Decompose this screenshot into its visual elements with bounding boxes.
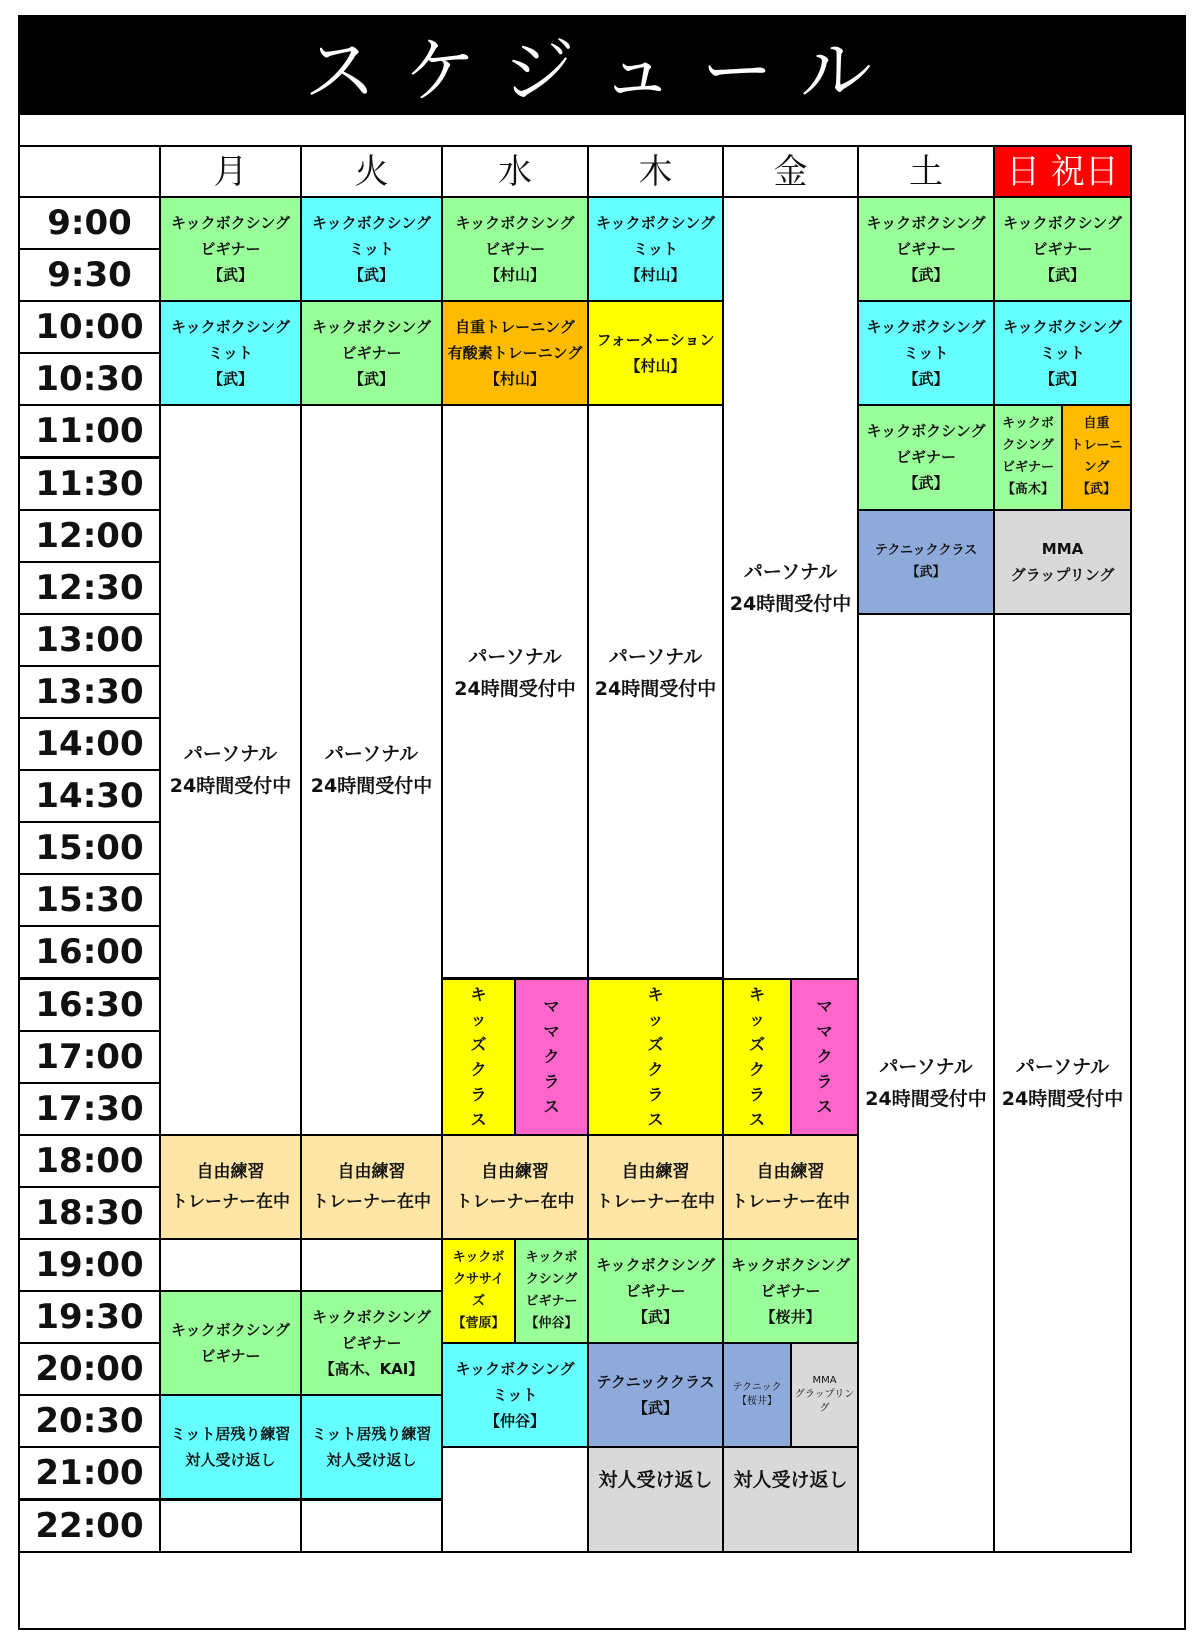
time-text: 18:30 [35,1192,144,1233]
time-text: 13:30 [35,671,144,712]
class-kick-beginner-line: 【武】 [903,266,949,285]
class-formation [587,300,724,406]
time-label [18,613,161,667]
time-text: 20:00 [35,1349,144,1390]
class-kids-line: ク [647,1059,664,1079]
class-personal-line: 24時間受付中 [169,775,292,798]
class-personal-line: パーソナル [1015,1055,1110,1078]
class-mma-grappling [790,1342,859,1448]
class-mama-line: ラ [816,1072,833,1092]
class-mama-line: マ [543,1022,560,1042]
class-kick-exercise-line: 【菅原】 [452,1316,505,1332]
class-kick-beginner-line: 【仲谷】 [525,1316,578,1332]
class-kick-mitt-line: ミット [903,344,949,363]
class-kick-beginner [722,1238,859,1344]
class-kids [441,978,516,1136]
class-kick-beginner [159,1290,302,1396]
class-mitt-leftover-line: ミット居残り練習 [311,1425,432,1444]
time-text: 11:30 [35,463,144,504]
class-kids-line: ス [470,1109,487,1129]
class-kick-mitt-line: ミット [1040,344,1085,363]
class-jiju-training-line: 自重トレーニング [455,318,575,337]
class-free-practice-line: トレーナー在中 [312,1191,431,1212]
time-label [18,509,161,563]
class-kids-line: ズ [470,1034,487,1054]
class-technique [587,1342,724,1448]
class-kick-exercise-line: キックボ [452,1250,505,1266]
class-kick-exercise-line: ズ [471,1294,485,1310]
time-text: 16:00 [35,932,144,973]
day-label: 土 [909,151,943,192]
class-kick-beginner-line: ビギナー [1032,240,1093,259]
class-kick-beginner [441,196,589,302]
class-jiju-training [1061,404,1132,510]
class-kick-beginner-line: キックボクシング [311,318,432,337]
day-label: 金 [773,151,808,192]
day-label: 木 [638,151,673,192]
class-personal [300,404,443,1135]
class-taijin [722,1446,859,1552]
class-kick-beginner-line: キックボクシング [1002,214,1123,233]
time-text: 9:30 [47,255,132,296]
class-kick-beginner-line: キックボクシング [866,422,986,441]
class-kick-beginner-line: 【武】 [207,266,253,285]
class-personal-line: パーソナル [468,646,562,669]
class-technique-line: テクニッククラス [596,1373,715,1392]
class-kick-beginner-line: キックボ [1002,416,1054,432]
class-free-practice-line: 自由練習 [621,1161,690,1182]
class-kick-beginner [857,196,995,302]
class-kick-beginner-line: キックボ [525,1250,578,1266]
class-taijin-line: 対人受け返し [733,1469,848,1492]
class-personal-line: パーソナル [879,1055,973,1078]
class-personal [159,404,302,1135]
time-label [18,1030,161,1084]
class-kick-mitt-line: キックボクシング [311,214,432,233]
class-kick-mitt-line: ミット [208,344,253,363]
class-technique-line: 【武】 [632,1399,678,1418]
class-personal-line: 24時間受付中 [729,592,852,615]
time-text: 14:30 [35,776,144,817]
class-kick-beginner-line: キックボクシング [170,1321,291,1340]
time-label [18,1342,161,1396]
class-mama [790,978,859,1136]
class-mma-grappling-line: MMA [812,1375,837,1387]
class-kick-mitt-line: キックボクシング [1002,318,1123,337]
time-label [18,925,161,979]
time-label [18,352,161,406]
class-kick-beginner-line: 【髙木、KAI】 [319,1360,424,1379]
class-personal-line: 24時間受付中 [310,775,433,798]
class-personal [857,613,995,1553]
time-text: 19:30 [35,1297,144,1338]
time-text: 11:00 [35,411,144,452]
class-free-practice [300,1134,443,1240]
class-personal [587,404,724,979]
day-label: 日 祝日 [1006,151,1119,192]
day-header [441,145,589,198]
class-kick-mitt-line: キックボクシング [455,1360,575,1379]
class-kick-mitt-line: 【村山】 [625,266,686,285]
class-kick-beginner-line: ビギナー [760,1282,821,1301]
class-kick-beginner-line: キックボクシング [866,214,986,233]
day-label: 月 [213,151,248,192]
time-text: 19:00 [35,1245,144,1286]
class-kick-mitt-line: ミット [349,240,394,259]
time-text: 20:30 [35,1401,144,1442]
time-text: 17:30 [35,1088,144,1129]
class-kick-beginner-line: ビギナー [341,1334,402,1353]
class-mitt-leftover-line: ミット居残り練習 [170,1425,291,1444]
class-kids-line: キ [748,984,765,1004]
time-text: 16:30 [35,984,144,1025]
class-mma-grappling-line: グラップリング [1010,565,1115,584]
class-personal [441,404,589,979]
empty-slot [300,1499,443,1553]
class-kick-mitt [857,300,995,406]
class-mitt-leftover [300,1394,443,1500]
time-label [18,561,161,615]
class-jiju-training [441,300,589,406]
time-label [18,873,161,927]
empty-slot [300,1238,443,1292]
class-kick-beginner-line: 【武】 [1039,266,1085,285]
day-header [857,145,995,198]
class-kick-beginner-line: ビギナー [895,240,956,259]
class-personal-line: 24時間受付中 [594,678,717,701]
class-kick-beginner [587,1238,724,1344]
time-text: 12:30 [35,567,144,608]
class-mama-line: ク [816,1047,833,1067]
time-text: 10:00 [35,307,144,348]
time-text: 17:00 [35,1036,144,1077]
class-kick-beginner-line: 【村山】 [484,266,545,285]
class-mama-line: マ [543,997,560,1017]
class-kids-line: ク [470,1059,487,1079]
class-formation-line: 【村山】 [625,357,686,376]
class-mama-line: マ [816,1022,833,1042]
class-technique-line: テクニック [732,1382,782,1394]
class-kick-beginner [300,300,443,406]
time-label [18,404,161,458]
time-text: 22:00 [35,1505,144,1546]
class-kick-mitt-line: 【武】 [207,370,253,389]
class-free-practice [159,1134,302,1240]
class-technique [722,1342,792,1448]
class-mma-grappling-line: MMA [1041,539,1084,558]
page-title: スケジュール [18,15,1186,115]
class-mitt-leftover-line: 対人受け返し [185,1451,276,1470]
class-mama-line: ク [543,1047,560,1067]
class-kids [722,978,792,1136]
class-technique-line: テクニッククラス [874,542,978,558]
class-technique [857,509,995,615]
class-mma-grappling-line: グラップリング [794,1389,855,1415]
class-kick-beginner [159,196,302,302]
class-kick-beginner-line: 【髙木】 [1001,482,1054,498]
time-text: 13:00 [35,619,144,660]
time-label [18,717,161,771]
class-kick-beginner-line: 【桜井】 [760,1308,821,1327]
class-kids-line: ラ [647,1084,664,1104]
day-label: 火 [354,151,389,192]
time-text: 15:30 [35,880,144,921]
time-label [18,196,161,250]
time-text: 15:00 [35,828,144,869]
class-kick-beginner-line: キックボクシング [170,214,291,233]
class-mama-line: マ [816,997,833,1017]
class-jiju-training-line: トレーニ [1070,438,1123,454]
class-personal-line: パーソナル [183,743,278,766]
class-kick-beginner [514,1238,589,1344]
class-mitt-leftover-line: 対人受け返し [326,1451,417,1470]
time-text: 9:00 [47,203,132,244]
class-mama-line: ス [816,1097,833,1117]
class-kids-line: ク [748,1059,765,1079]
empty-slot [441,1446,589,1552]
class-free-practice [722,1134,859,1240]
day-header [159,145,302,198]
time-label [18,1499,161,1553]
class-kids-line: ズ [647,1034,664,1054]
time-label [18,300,161,354]
class-kids-line: ッ [748,1009,765,1029]
class-mma-grappling [993,509,1132,615]
class-kick-beginner [857,404,995,510]
class-kick-beginner [300,1290,443,1396]
class-kick-beginner-line: 【武】 [632,1308,678,1327]
class-kids [587,978,724,1136]
class-free-practice [441,1134,589,1240]
day-header [300,145,443,198]
class-kids-line: キ [470,984,487,1004]
class-kick-beginner-line: 【武】 [348,370,394,389]
class-kick-beginner-line: ビギナー [625,1282,686,1301]
time-label [18,1082,161,1136]
class-free-practice-line: トレーナー在中 [731,1191,850,1212]
day-header [993,145,1132,198]
class-kick-mitt-line: キックボクシング [170,318,291,337]
class-jiju-training-line: 自重 [1083,416,1110,432]
class-kick-mitt-line: 【武】 [348,266,394,285]
class-kids-line: キ [647,984,664,1004]
class-free-practice-line: 自由練習 [337,1161,406,1182]
time-label [18,248,161,302]
class-kick-mitt-line: キックボクシング [866,318,986,337]
time-label [18,1290,161,1344]
class-mama [514,978,589,1136]
class-kick-beginner-line: ビギナー [895,448,956,467]
class-kick-beginner-line: キックボクシング [311,1308,432,1327]
time-label [18,821,161,875]
time-label [18,665,161,719]
class-kick-beginner-line: キックボクシング [455,214,575,233]
time-text: 18:00 [35,1140,144,1181]
time-label [18,457,161,511]
class-free-practice-line: 自由練習 [196,1161,265,1182]
class-kick-beginner [993,404,1063,510]
day-header [722,145,859,198]
class-personal-line: 24時間受付中 [454,678,576,701]
class-kick-beginner-line: 【武】 [903,474,949,493]
class-kids-line: ス [647,1109,664,1129]
class-free-practice-line: 自由練習 [756,1161,825,1182]
class-kids-line: ッ [647,1009,664,1029]
class-kick-mitt [993,300,1132,406]
class-personal-line: パーソナル [608,646,703,669]
class-mama-line: ス [543,1097,560,1117]
class-kick-mitt-line: キックボクシング [595,214,716,233]
time-label [18,978,161,1032]
class-kick-beginner-line: キックボクシング [730,1256,851,1275]
class-free-practice-line: トレーナー在中 [171,1191,290,1212]
empty-slot [159,1238,302,1292]
class-kick-mitt [159,300,302,406]
class-kick-mitt-line: ミット [633,240,678,259]
class-personal-line: パーソナル [324,743,419,766]
class-free-practice-line: トレーナー在中 [455,1191,575,1212]
time-label [18,1446,161,1500]
class-personal [993,613,1132,1553]
class-kick-mitt-line: 【仲谷】 [484,1412,545,1431]
day-label: 水 [498,151,532,192]
header-corner [18,145,161,198]
class-kick-exercise-line: クササイ [452,1272,505,1288]
class-kids-line: ッ [470,1009,487,1029]
time-text: 21:00 [35,1453,144,1494]
time-text: 12:00 [35,515,144,556]
class-kick-beginner-line: ビギナー [200,240,261,259]
class-personal-line: パーソナル [743,560,838,583]
time-label [18,1238,161,1292]
class-personal-line: 24時間受付中 [1001,1087,1124,1110]
class-kick-mitt [587,196,724,302]
class-free-practice-line: 自由練習 [481,1161,549,1182]
class-taijin-line: 対人受け返し [598,1469,713,1492]
class-kids-line: ラ [470,1084,487,1104]
class-kick-beginner-line: ビギナー [1001,460,1054,476]
class-kick-beginner-line: ビギナー [484,240,545,259]
time-label [18,1186,161,1240]
class-personal [722,196,859,980]
empty-slot [159,1499,302,1553]
class-jiju-training-line: 【武】 [1076,482,1116,498]
class-kick-beginner-line: クシング [1002,438,1054,454]
class-personal-line: 24時間受付中 [865,1087,987,1110]
class-kick-beginner-line: クシング [525,1272,578,1288]
class-kids-line: ス [748,1109,765,1129]
class-technique-line: 【武】 [906,564,946,580]
time-text: 10:30 [35,359,144,400]
class-kick-mitt [441,1342,589,1448]
time-label [18,769,161,823]
class-mama-line: ラ [543,1072,560,1092]
class-technique-line: 【桜井】 [737,1396,777,1408]
class-kick-beginner [993,196,1132,302]
class-kids-line: ラ [748,1084,765,1104]
class-kick-mitt [300,196,443,302]
class-kick-beginner-line: キックボクシング [595,1256,716,1275]
spacer-row [18,115,1186,145]
time-label [18,1134,161,1188]
class-free-practice-line: トレーナー在中 [596,1191,715,1212]
class-kick-beginner-line: ビギナー [525,1294,578,1310]
class-jiju-training-line: 有酸素トレーニング [447,344,583,363]
class-kick-beginner-line: ビギナー [200,1347,261,1366]
class-free-practice [587,1134,724,1240]
class-jiju-training-line: 【村山】 [484,370,545,389]
class-kick-mitt-line: 【武】 [1039,370,1085,389]
class-kick-exercise [441,1238,516,1344]
class-kids-line: ズ [748,1034,765,1054]
time-label [18,1394,161,1448]
class-formation-line: フォーメーション [596,331,715,350]
class-kick-beginner-line: ビギナー [341,344,402,363]
day-header [587,145,724,198]
class-jiju-training-line: ング [1083,460,1110,476]
class-taijin [587,1446,724,1552]
class-kick-mitt-line: 【武】 [903,370,949,389]
class-mitt-leftover [159,1394,302,1500]
time-text: 14:00 [35,724,144,765]
class-kick-mitt-line: ミット [492,1386,538,1405]
